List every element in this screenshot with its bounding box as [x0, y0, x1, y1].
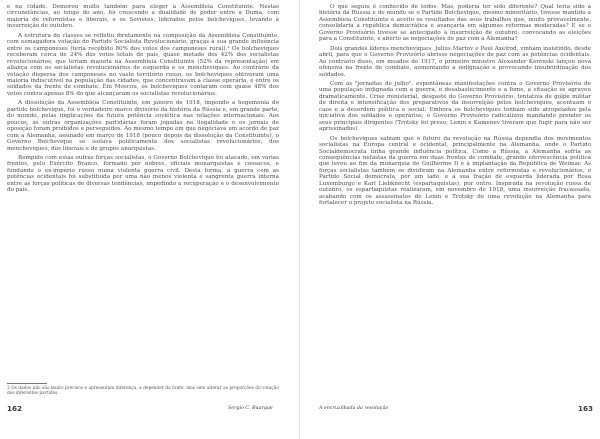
right-paragraph-2: Dois grandes líderes mencheviques, Julius Martov e Paul Axelrod, vinham insistindo, desde abril, para que o Governo Provisório abrisse negociações de paz com as potências ocidentais. Ao contrário disso, em meados de 1917, o primeiro ministro Alexander Kerenski lançou nova ofensiva na frente de combate, aumentando a indignação e provocando insubordinação dos soldados.: [319, 45, 591, 78]
footnote-rule: [7, 383, 47, 384]
right-page-number: 163: [578, 404, 594, 413]
right-paragraph-4: Os bolcheviques sabiam que o futuro da revolução na Rússia dependia dos movimentos socialistas na Europa central e ocidental, principalmente na Alemanha, onde o Partido Socialdemocrata tinha grande influência política. Como a Rússia, a Alemanha sofria as consequências nefastas da guerra em duas frentes de combate, grande efervescência política que levou ao fim da monarquia de Guilherme II e à implantação da República de Weimar. As forças socialistas também se dividiram na Alemanha entre reformistas e revolucionários, o Partido Social democrata, por um lado, e a sua fração de esquerda liderada por Rosa Luxemburgo e Karl Liebknecht (espartaquistas), por outro. Inspirada na revolução russa de outubro, os espartaquistas realizaram, em novembro de 1918, uma insurreição fracassada, acabando com os assassinatos de Lenin e Trotsky de uma revolução na Alemanha para fortalecer o projeto socialista na Rússia.: [319, 135, 591, 207]
left-paragraph-3: A dissolução da Assembleia Constituinte, em janeiro de 1918, impondo a hegemonia do partido bolchevique, foi o verdadeiro marco divisório da história da Rússia e, em grande parte, do mundo, pelas implicações da futura potência soviética nas relações internacionais. Aos poucos, as outras organizações partidárias foram jogadas na ilegalidade e os jornais de oposição foram proibidos e perseguidos. Ao mesmo tempo em que negociava um acordo de paz com a Alemanha, assinado em março de 1918 (pouco depois da dissolução da Constituinte), o Governo Bolchevique se isolava politicamente dos socialistas revolucionários, dos mencheviques, dos liberais e de grupos anarquistas.: [7, 100, 279, 152]
left-page-body: [7, 4, 279, 197]
right-running-head: A encruzilhada da revolução: [319, 406, 389, 411]
right-paragraph-3: Com as "jornadas de julho", espontâneas manifestações contra o Governo Provisório de uma população indignada com a guerra, o desabastecimento e a fome, a situação se agravou dramaticamente. Crise ministerial, desgaste do Governo Provisório, tentativa de golpe militar de direita e intensificação dos preparativos da insurreição pelos bolcheviques, acentuam o caos e a desordem política e social. Embora os bolcheviques tenham sido atropelados pela iniciativa dos soldados e operários, o Governo Provisório radicalizou mandando prender os seus principais dirigentes (Trotsky foi preso; Lenin e Kamenev tiveram que fugir para não ser aprisionados).: [319, 80, 591, 133]
left-running-head: Sergio C. Buarque: [228, 406, 273, 411]
left-paragraph-4: Rompido com estas outras forças socialistas, o Governo Bolchevique foi atacado, em várias frentes, pelo Exército Branco, formado por nobres, oficiais monarquistas e cossacos, e fundando o ex-império russo numa violenta guerra civil. Desta forma, a guerra com as potências ocidentais foi substituída por uma não menos violenta e sangrenta guerra interna entre as forças políticas de diversas tendências, impedindo a recuperação e o desenvolvimento do país.: [7, 154, 279, 194]
left-paragraph-1: e na cidade. Demorou muito também para eleger a Assembleia Constituinte. Nestas circunstâncias, ao longo do ano, foi crescendo a dualidade de poder entre a Duma, com maioria de reformistas e liberais, e os Sovietes, liderados pelos bolcheviques, levando à insurreição de outubro.: [7, 4, 279, 30]
left-paragraph-2: A estrutura de classes se refletiu diretamente na composição da Assembleia Constituinte, com esmagadora votação do Partido Socialista Revolucionário, graças à sua grande influência entre os camponeses (teria recebido 80% dos votos dos camponeses rural).² Os bolcheviques receberam cerca de 24% dos votos totais do país, quase metade dos 42% dos socialistas revolucionários, que teriam maioria na Assembleia Constituinte (52% da representação) em aliança com os socialistas revolucionários de esquerda e os mencheviques. Ao contrário da votação dispersa dos camponeses no vasto território russo, os bolcheviques obtiveram uma maioria indiscutível na população das cidades, que concentravam a classe operária, e entre os soldados da frente de combate. Em Moscou, os bolcheviques contaram com quase 48% dos votos contra apenas 8% do que alcançaram os socialistas revolucionários.: [7, 32, 279, 97]
page-spine: [299, 0, 300, 439]
right-page-body: [319, 4, 591, 210]
left-page-number: 162: [7, 404, 23, 413]
right-paragraph-1: O que seguiu é conhecido de todos. Mas, poderia ter sido diferente? Qual teria sido a história da Rússia e do mundo se o Partido Bolchevique, mesmo minoritário, tivesse mantido a Assembleia Constituinte e aceito os resultados das seus trabalhos que, muito provavelmente, consolidaria a república democrática e avançaria em algumas reformas moderadas? E se o Governo Provisório tivesse se antecipado à insurreição de outubro, convocando as eleições para a Constituinte, e aberto as negociações de paz com a Alemanha?: [319, 4, 591, 43]
footnote: 2 Os dados não são muito precisos e apresentam diferença, a depender da fonte, mas sem alterar as proporções da votação dos diferentes partidos.: [7, 386, 279, 397]
